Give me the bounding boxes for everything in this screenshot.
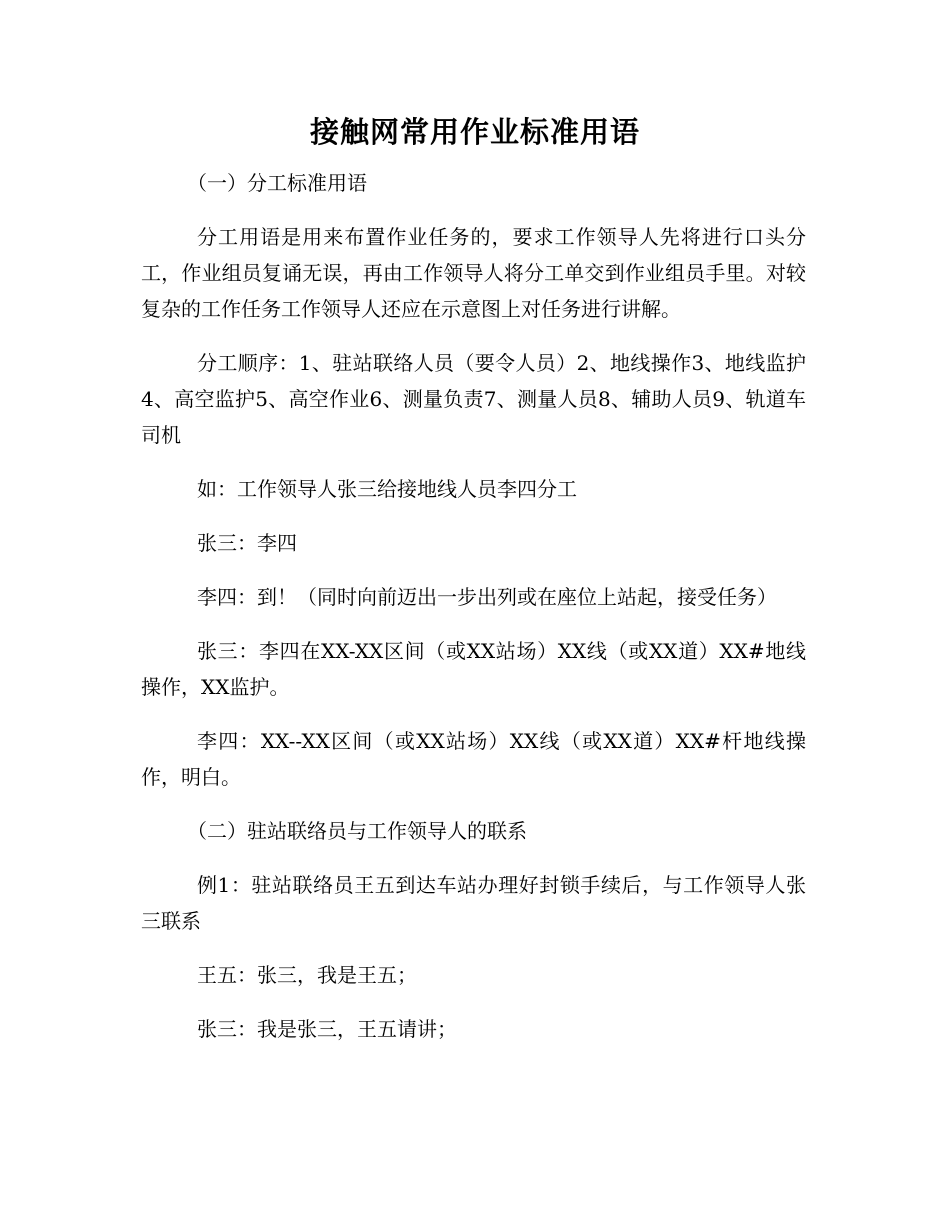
dialogue-line: 王五：张三，我是王五； xyxy=(197,963,417,987)
dialogue-line: 张三：我是张三，王五请讲； xyxy=(197,1017,457,1041)
dialogue-line: 张三：李四在XX-XX区间（或XX站场）XX线（或XX道）XX#地线操作，XX监护。 xyxy=(141,639,806,699)
paragraph-example-1: 例1：驻站联络员王五到达车站办理好封锁手续后，与工作领导人张三联系 xyxy=(141,873,806,933)
document-title: 接触网常用作业标准用语 xyxy=(309,115,640,149)
dialogue-line: 李四：到！（同时向前迈出一步出列或在座位上站起，接受任务） xyxy=(197,585,777,609)
paragraph-example-intro: 如：工作领导人张三给接地线人员李四分工 xyxy=(197,477,577,501)
paragraph-division-purpose: 分工用语是用来布置作业任务的，要求工作领导人先将进行口头分工，作业组员复诵无误，再由工作领导人将分工单交到作业组员手里。对较复杂的工作任务工作领导人还应在示意图上对任务进行讲解。 xyxy=(141,225,806,321)
dialogue-line: 李四：XX--XX区间（或XX站场）XX线（或XX道）XX#杆地线操作，明白。 xyxy=(141,729,806,789)
section-heading-2: （二）驻站联络员与工作领导人的联系 xyxy=(187,819,527,843)
section-heading-1: （一）分工标准用语 xyxy=(187,171,367,195)
paragraph-division-order: 分工顺序：1、驻站联络人员（要令人员）2、地线操作3、地线监护4、高空监护5、高空作业6、测量负责7、测量人员8、辅助人员9、轨道车司机 xyxy=(141,351,806,447)
dialogue-line: 张三：李四 xyxy=(197,531,297,555)
document-body xyxy=(141,165,806,1065)
